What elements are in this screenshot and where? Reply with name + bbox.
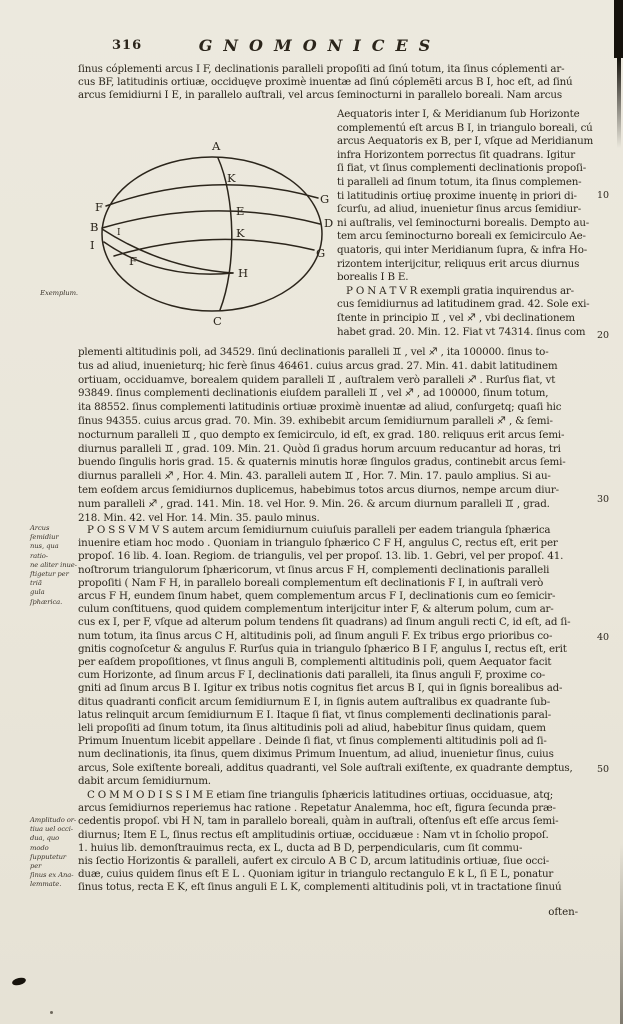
figure-label-f-lower: F xyxy=(129,254,137,268)
sphere-diagram xyxy=(90,126,340,336)
text-line: 218. Min. 42. vel Hor. 14. Min. 35. paulo minus. xyxy=(78,511,320,524)
text-line: cum Horizonte, ad ſinum arcus F I, declinationis dati paralleli, ita ſinus anguli F, proxime co- xyxy=(78,669,546,682)
margin-line-number-10: 10 xyxy=(597,190,610,201)
text-line: cus ex I, per F, vſque ad alterum polum tendens ſit quadrans) ad ſinum anguli recti C, id eſt, ad ſi- xyxy=(78,616,571,629)
margin-note-amplitude xyxy=(30,816,78,890)
text-line: diurnus paralleli ♊ , grad. 109. Min. 21. Quòd ſi gradus horum arcuum reducantur ad horas, tri xyxy=(78,442,561,455)
text-line-possumus: P O S S V M V S autem arcum ſemidiurnum cuiuſuis paralleli per eadem triangula ſphærica xyxy=(87,524,551,536)
text-line: duæ, cuius quidem ſinus eſt E L . Quoniam igitur in triangulo rectangulo E k L, ſi E L, ponatur xyxy=(78,868,554,881)
text-line: gniti ad ſinum arcus B I. Igitur ex tribus notis cognitus fiet arcus B I, qui in ſignis borealibus ad- xyxy=(78,682,563,695)
text-line: arcus F H, eundem ſinum habet, quem complementum arcus F I, declinationis cum eo ſemicir- xyxy=(78,590,556,603)
sphere-diagram-svg xyxy=(90,126,340,336)
figure-label-g-lower: G xyxy=(316,246,326,260)
text-line: cedentis propoſ. vbi H N, tam in parallelo boreali, quàm in auſtrali, oſtenſus eſt eſſe arcus ſemi- xyxy=(78,815,559,828)
text-line: 93849. ſinus complementi declinationis eiuſdem paralleli ♊ , vel ♐ , ad 100000, ſinum totum, xyxy=(78,387,549,400)
text-line: num totum, ita ſinus arcus C H, altitudinis poli, ad ſinum anguli F. Ex tribus ergo prioribus co- xyxy=(78,629,553,642)
text-line: 1. huius lib. demonſtrauimus recta, ex L, ducta ad B D, perpendicularis, cum ſit commu- xyxy=(78,841,523,854)
figure-label-h: H xyxy=(238,266,249,280)
text-line: leli propoſiti ad ſinum totum, ita ſinus altitudinis poli ad aliud, habebitur ſinus quidam, quem xyxy=(78,722,546,735)
margin-note-line: ſinus ex Ana- xyxy=(30,871,74,880)
text-line: ſi fiat, vt ſinus complementi declinationis propoſi- xyxy=(337,162,587,175)
column-paragraph xyxy=(337,108,594,339)
text-line: arcus ſemidiurnos reperiemus hac ratione . Repetatur Analemma, hoc eſt, figura ſecunda præ- xyxy=(78,802,556,815)
text-line: per eaſdem propoſitiones, vt ſinus anguli B, complementi altitudinis poli, quem Aequator facit xyxy=(78,656,552,669)
margin-note-line: tiua uel occi- xyxy=(30,825,74,834)
possumus-paragraph xyxy=(78,524,580,788)
scan-edge-artifact-fade xyxy=(617,58,621,148)
text-line: diurnus paralleli ♐ , Hor. 4. Min. 43. paralleli autem ♊ , Hor. 7. Min. 17. paulo amplius. Si au- xyxy=(78,470,551,483)
commodissime-paragraph xyxy=(78,789,580,895)
text-line: ſtente in principio ♊ , vel ♐ , vbi declinationem xyxy=(337,311,575,324)
text-line: nis ſectio Horizontis & paralleli, aufert ex circulo A B C D, arcum latitudinis ortiuæ, ſiue occi- xyxy=(78,855,550,868)
figure-label-i-inner: I xyxy=(117,228,121,238)
margin-note-line: ſupputetur per xyxy=(30,852,67,871)
text-line: quatoris, qui inter Meridianum ſupra, & infra Ho- xyxy=(337,243,588,256)
text-line: arcus ſemidiurni I E, in parallelo auſtrali, vel arcus ſeminocturni in parallelo boreali. Nam arcus xyxy=(78,89,562,102)
text-line: ti paralleli ad ſinum totum, ita ſinus complemen- xyxy=(337,175,582,188)
text-line: buendo ſingulis horis grad. 15. & quaternis minutis horæ ſingulos gradus, continebit arcus ſemi- xyxy=(78,456,566,469)
text-line: cus ſemidiurnus ad latitudinem grad. 42. Sole exi- xyxy=(337,298,590,311)
text-line: Primum Inuentum licebit appellare . Deinde ſi fiat, vt ſinus complementi altitudinis poli ad ſi- xyxy=(78,735,547,748)
text-line: num declinationis, ita ſinus, quem diximus Primum Inuentum, ad aliud, inuenietur ſinus, cuius xyxy=(78,748,554,761)
figure-label-k-lower: K xyxy=(236,226,245,240)
margin-note-line: lemmate. xyxy=(30,880,62,889)
text-line: ti latitudinis ortiuę proxime inuentę in priori di- xyxy=(337,189,577,202)
text-line: diurnus; Item E L, ſinus rectus eſt amplitudinis ortiuæ, occiduæue : Nam vt in ſcholio propoſ. xyxy=(78,828,549,841)
margin-note-line: dua, quo modo xyxy=(30,834,60,852)
text-line: tem arcu ſeminocturno boreali ex ſemicirculo Ae- xyxy=(337,230,586,243)
text-line: ſcurſu, ad aliud, inuenietur ſinus arcus ſemidiur- xyxy=(337,203,582,216)
upper-parallel-arc xyxy=(106,185,318,206)
text-line: inuenire etiam hoc modo . Quoniam in triangulo ſphærico C F H, angulus C, rectus eſt, erit per xyxy=(78,537,558,550)
text-line: ſinus 94355. cuius arcus grad. 70. Min. 39. exhibebit arcum ſemidiurnum paralleli ♐ , & ſemi- xyxy=(78,414,553,427)
lower-parallel-arc xyxy=(114,239,314,256)
margin-note-line: ne aliter inue- xyxy=(30,560,77,569)
figure-label-g-upper: G xyxy=(320,192,330,206)
text-line: tem eoſdem arcus ſemidiurnos duplicemus, habebimus totos arcus diurnos, nempe arcum diur- xyxy=(78,483,559,496)
text-line-ponatur: P O N A T V R exempli gratia inquirendus ar- xyxy=(346,284,574,297)
text-line: tus ad aliud, inuenieturq; hic ferè ſinus 46461. cuius arcus grad. 27. Min. 41. dabit latitudinem xyxy=(78,359,558,372)
ink-speck xyxy=(50,1011,53,1014)
text-line: ſinus totus, recta E K, eſt ſinus anguli E L K, complementi altitudinis poli, vt in tractatione ſinuú xyxy=(78,881,562,894)
page-number: 316 xyxy=(112,38,143,53)
text-line: gnitis cognoſcetur & angulus F. Rurſus quia in triangulo ſphærico B I F, angulus I, rectus eſt, erit xyxy=(78,642,567,655)
text-line: propoſ. 16 lib. 4. Ioan. Regiom. de triangulis, vel per propoſ. 13. lib. 1. Gebri, vel per propoſ. 41. xyxy=(78,550,564,563)
figure-label-f-upper: F xyxy=(95,200,103,214)
text-line: dabit arcum ſemidiurnum. xyxy=(78,774,211,787)
text-line: plementi altitudinis poli, ad 34529. ſinú declinationis paralleli ♊ , vel ♐ , ita 100000. ſinus to- xyxy=(78,346,549,358)
text-line: noſtrorum triangulorum ſphæricorum, vt ſinus arcus F H, complementi declinationis paralleli xyxy=(78,563,550,576)
text-line-commodissime: C O M M O D I S S I M E etiam ſine triangulis ſphæricis latitudines ortiuas, occiduasue, atq; xyxy=(87,789,554,801)
intro-paragraph xyxy=(78,63,580,103)
figure-label-c: C xyxy=(213,314,222,328)
text-line: complementú eſt arcus B I, in triangulo boreali, cú xyxy=(337,121,593,134)
figure-label-a: A xyxy=(212,139,221,153)
equator-arc xyxy=(102,211,320,228)
text-line: ſinus cóplementi arcus I F, declinationis paralleli propoſiti ad ſinú totum, ita ſinus cóplementi ar- xyxy=(78,63,565,75)
margin-note-exemplum: Exemplum. xyxy=(40,289,78,297)
margin-line-number-50: 50 xyxy=(597,764,610,775)
after-figure-paragraph xyxy=(78,346,580,525)
text-line: ni auſtralis, vel ſeminocturni borealis. Dempto au- xyxy=(337,216,590,229)
horizon-arc-upper xyxy=(102,229,233,273)
text-line: cus BF, latitudinis ortiuæ, occiduęve proximè inuentæ ad ſinú cóplemẽti arcus B I, hoc eſt, ad ſinú xyxy=(78,76,573,89)
figure-label-k-upper: K xyxy=(227,171,236,185)
text-line: Aequatoris inter I, & Meridianum ſub Horizonte xyxy=(337,108,580,120)
scan-edge-artifact-top-right xyxy=(614,0,623,58)
margin-line-number-30: 30 xyxy=(597,494,610,505)
figure-label-b: B xyxy=(90,220,99,234)
text-line: borealis I B E. xyxy=(337,271,409,284)
margin-note-line: Amplitudo or- xyxy=(30,816,77,824)
margin-note-line: Arcus ſemidiur xyxy=(30,524,59,542)
text-line: culum conſtituens, quod quidem complementum interijcitur inter F, & alterum polum, cum ar- xyxy=(78,603,554,616)
text-line: latus relinquit arcum ſemidiurnum E I. Itaque ſi fiat, vt ſinus complementi declinationis paral- xyxy=(78,708,552,721)
margin-line-number-20: 20 xyxy=(597,330,610,341)
text-line: ortiuam, occiduamve, borealem quidem paralleli ♊ , auſtralem verò paralleli ♐ . Rurſus fiat, vt xyxy=(78,373,556,386)
sphere-outline xyxy=(102,157,322,311)
text-line: ita 88552. ſinus complementi latitudinis ortiuæ proximè inuentæ ad aliud, conſurgetq; quaſi hic xyxy=(78,401,562,414)
text-line: num paralleli ♐ , grad. 141. Min. 18. vel Hor. 9. Min. 26. & arcum diurnum paralleli ♊ , grad. xyxy=(78,497,550,510)
catchword: often- xyxy=(548,906,578,918)
margin-note-line: gula ſphærica. xyxy=(30,588,63,606)
horizon-arc-lower xyxy=(104,242,233,274)
figure-label-d: D xyxy=(324,216,334,230)
text-line: nocturnum paralleli ♊ , quo dempto ex ſemicirculo, id eſt, ex grad. 180. reliquus erit arcus ſemi- xyxy=(78,428,565,441)
margin-note-line: ſtigetur per triã xyxy=(30,570,69,588)
margin-note-line: nus, qua ratio- xyxy=(30,542,59,560)
text-line: arcus Aequatoris ex B, per I, vſque ad Meridianum xyxy=(337,135,594,148)
text-line: rizontem interijcitur, reliquus erit arcus diurnus xyxy=(337,257,580,270)
figure-label-e: E xyxy=(236,204,245,218)
ink-blot xyxy=(11,976,26,986)
margin-note-semidiurnal-arc xyxy=(30,524,78,607)
text-line: ditus quadranti conficit arcum ſemidiurnum E I, in ſignis autem auſtralibus ex quadrante ſub- xyxy=(78,695,550,708)
figure-label-i-outer: I xyxy=(90,238,95,252)
margin-line-number-40: 40 xyxy=(597,632,610,643)
text-line: infra Horizontem porrectus ſit quadrans. Igitur xyxy=(337,148,575,161)
text-line: arcus, Sole exiſtente boreali, additus quadranti, vel Sole auſtrali exiſtente, ex quadrante demptus, xyxy=(78,761,573,774)
text-line: propoſiti ( Nam F H, in parallelo boreali complementum eſt declinationis F I, in auſtrali verò xyxy=(78,576,544,589)
text-line: habet grad. 20. Min. 12. Fiat vt 74314. ſinus com xyxy=(337,325,586,338)
running-title: GNOMONICES xyxy=(198,36,442,55)
